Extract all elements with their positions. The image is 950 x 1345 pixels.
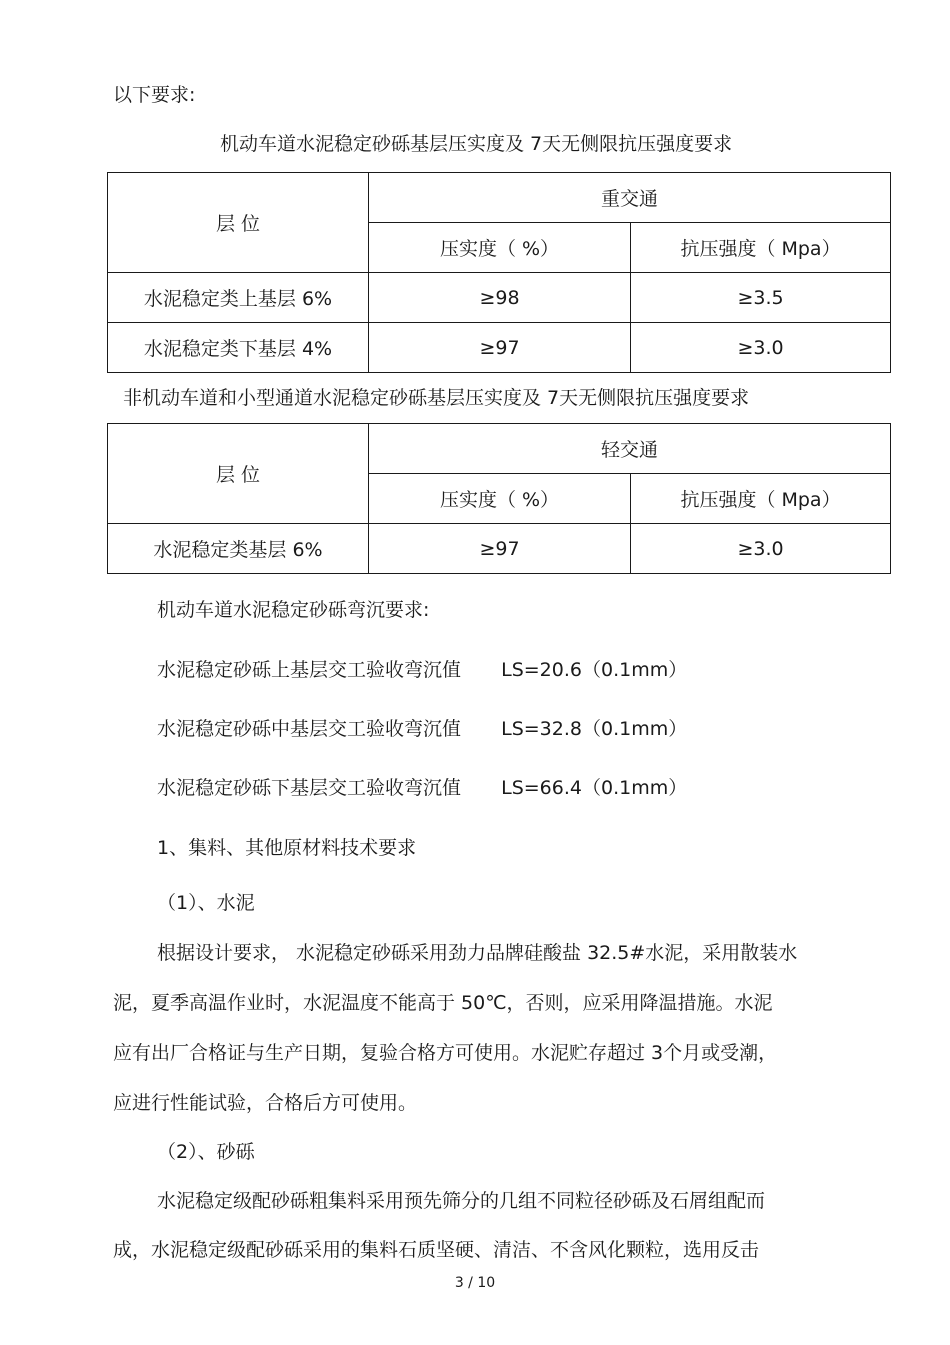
table2-col2-header: 抗压强度（ Mpa）: [631, 474, 891, 524]
table1-row1-strength: ≥3.5: [631, 273, 891, 323]
deflection-item-label: 水泥稳定砂砾中基层交工验收弯沉值: [157, 718, 462, 740]
gravel-line-2: 成，水泥稳定级配砂砾采用的集料石质坚硬、清洁、不含风化颗粒，选用反击: [113, 1239, 760, 1261]
table2-group-header: 轻交通: [369, 424, 891, 474]
table-row: [108, 323, 891, 373]
table1-group-header: 重交通: [369, 173, 891, 223]
cement-line-4: 应进行性能试验，合格后方可使用。: [113, 1092, 418, 1114]
table-row: [108, 273, 891, 323]
table1-row2-compaction: ≥97: [369, 323, 631, 373]
table1-caption: 机动车道水泥稳定砂砾基层压实度及 7天无侧限抗压强度要求: [220, 133, 733, 155]
cement-line-2: 泥，夏季高温作业时，水泥温度不能高于 50℃，否则，应采用降温措施。水泥: [113, 992, 773, 1014]
deflection-item-label: 水泥稳定砂砾上基层交工验收弯沉值: [157, 659, 462, 681]
table1: [107, 172, 891, 373]
table1-col1-header: 压实度（ %）: [369, 223, 631, 273]
deflection-item-value: LS=20.6（0.1mm）: [501, 659, 688, 681]
cement-line-1: 根据设计要求， 水泥稳定砂砾采用劲力品牌硅酸盐 32.5#水泥，采用散装水: [157, 942, 798, 964]
table2-caption: 非机动车道和小型通道水泥稳定砂砾基层压实度及 7天无侧限抗压强度要求: [123, 387, 750, 409]
deflection-item-value: LS=66.4（0.1mm）: [501, 777, 688, 799]
table1-row1-compaction: ≥98: [369, 273, 631, 323]
cement-heading: （1）、水泥: [157, 892, 255, 914]
deflection-item-2: [157, 720, 687, 739]
section-heading: 1、集料、其他原材料技术要求: [157, 837, 417, 859]
table1-row2-layer: 水泥稳定类下基层 4%: [108, 323, 369, 373]
table2-layer-header: 层 位: [108, 424, 369, 524]
deflection-item-3: [157, 779, 687, 798]
table2-row1-layer: 水泥稳定类基层 6%: [108, 524, 369, 574]
table2-row1-compaction: ≥97: [369, 524, 631, 574]
table1-col2-header: 抗压强度（ Mpa）: [631, 223, 891, 273]
deflection-item-label: 水泥稳定砂砾下基层交工验收弯沉值: [157, 777, 462, 799]
cement-line-3: 应有出厂合格证与生产日期，复验合格方可使用。水泥贮存超过 3个月或受潮，: [113, 1042, 778, 1064]
table-row: [108, 524, 891, 574]
table1-layer-header: 层 位: [108, 173, 369, 273]
gravel-line-1: 水泥稳定级配砂砾粗集料采用预先筛分的几组不同粒径砂砾及石屑组配而: [157, 1190, 766, 1212]
intro-text: 以下要求:: [113, 84, 196, 106]
page-number: 3 / 10: [454, 1275, 496, 1291]
deflection-item-value: LS=32.8（0.1mm）: [501, 718, 688, 740]
table2-row1-strength: ≥3.0: [631, 524, 891, 574]
table1-row2-strength: ≥3.0: [631, 323, 891, 373]
gravel-heading: （2）、砂砾: [157, 1141, 255, 1163]
table2: [107, 423, 891, 574]
deflection-item-1: [157, 661, 687, 680]
table2-col1-header: 压实度（ %）: [369, 474, 631, 524]
deflection-heading: 机动车道水泥稳定砂砾弯沉要求:: [157, 599, 430, 621]
table1-row1-layer: 水泥稳定类上基层 6%: [108, 273, 369, 323]
